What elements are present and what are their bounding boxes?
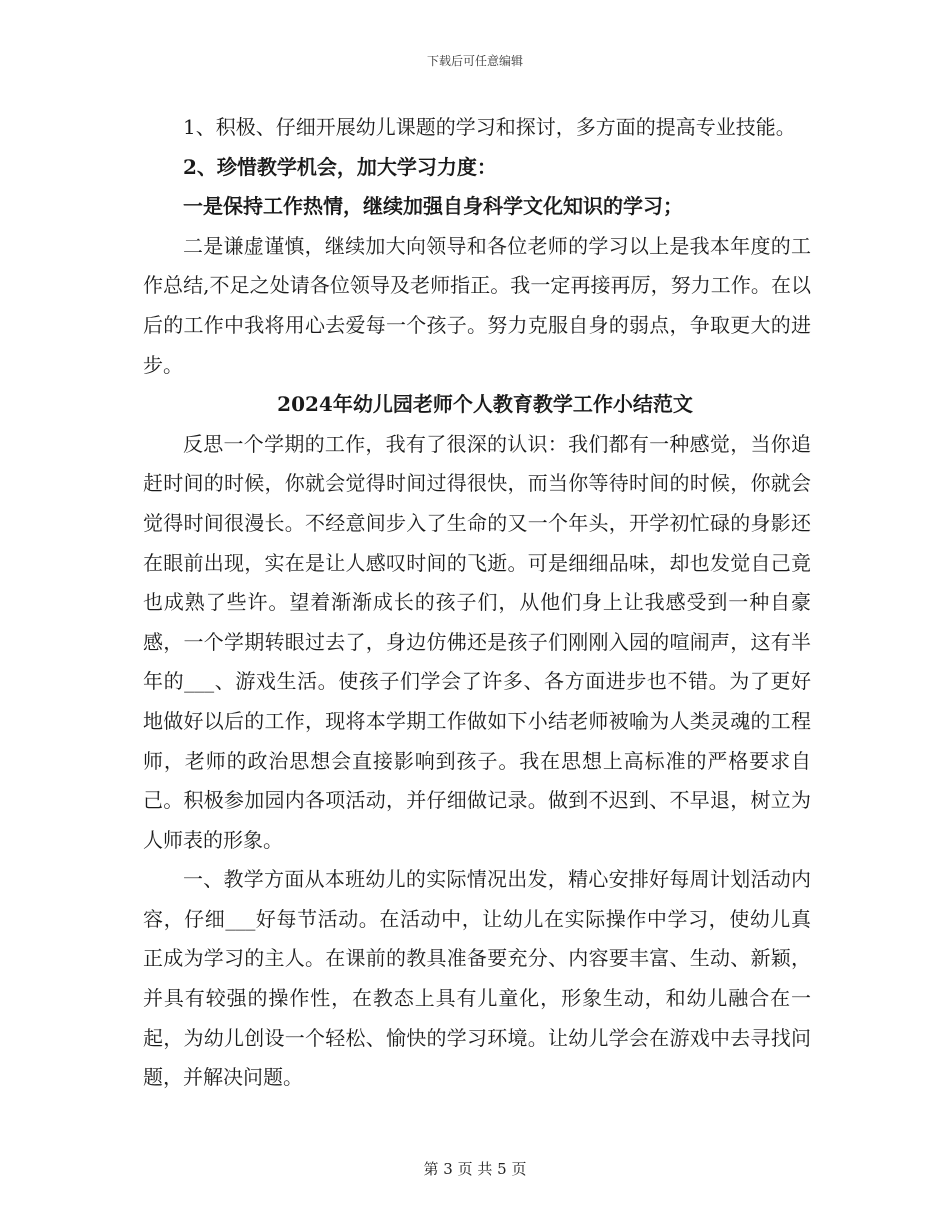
paragraph-point-one: 一是保持工作热情，继续加强自身科学文化知识的学习；	[183, 194, 683, 219]
section-title: 2024年幼儿园老师个人教育教学工作小结范文	[277, 392, 693, 417]
paragraph-item-1: 1、积极、仔细开展幼儿课题的学习和探讨，多方面的提高专业技能。	[183, 115, 796, 139]
header-note: 下载后可任意编辑	[426, 54, 523, 68]
paragraph-teaching: 一、教学方面从本班幼儿的实际情况出发，精心安排好每周计划活动内容，仔细___好每节活动。在活动中，让幼儿在实际操作中学习，使幼儿真正成为学习的主人。在课前的教具准备要充分、内容要丰富、生动、新颖，并具有较强的操作性，在教态上具有儿童化，形象生动，和幼儿融合在一起，为幼儿创设一个轻松、愉快的学习环境。让幼儿学会在游戏中去寻找问题，并解决问题。	[143, 867, 811, 1090]
page-number: 第 3 页 共 5 页	[423, 1160, 527, 1178]
paragraph-item-2-heading: 2、珍惜教学机会，加大学习力度：	[183, 154, 497, 179]
paragraph-reflection: 反思一个学期的工作，我有了很深的认识：我们都有一种感觉，当你追赶时间的时候，你就会觉得时间过得很快，而当你等待时间的时候，你就会觉得时间很漫长。不经意间步入了生命的又一个年头，开学初忙碌的身影还在眼前出现，实在是让人感叹时间的飞逝。可是细细品味，却也发觉自己竟也成熟了些许。望着渐渐成长的孩子们，从他们身上让我感受到一种自豪感，一个学期转眼过去了，身边仿佛还是孩子们刚刚入园的喧闹声，这有半年的___、游戏生活。使孩子们学会了许多、各方面进步也不错。为了更好地做好以后的工作，现将本学期工作做如下小结老师被喻为人类灵魂的工程师，老师的政治思想会直接影响到孩子。我在思想上高标准的严格要求自己。积极参加园内各项活动，并仔细做记录。做到不迟到、不早退，树立为人师表的形象。	[143, 431, 811, 852]
paragraph-point-two: 二是谦虚谨慎，继续加大向领导和各位老师的学习以上是我本年度的工作总结,不足之处请各位领导及老师指正。我一定再接再厉，努力工作。在以后的工作中我将用心去爱每一个孩子。努力克服自身的弱点，争取更大的进步。	[143, 233, 811, 377]
document-body	[143, 108, 811, 1098]
